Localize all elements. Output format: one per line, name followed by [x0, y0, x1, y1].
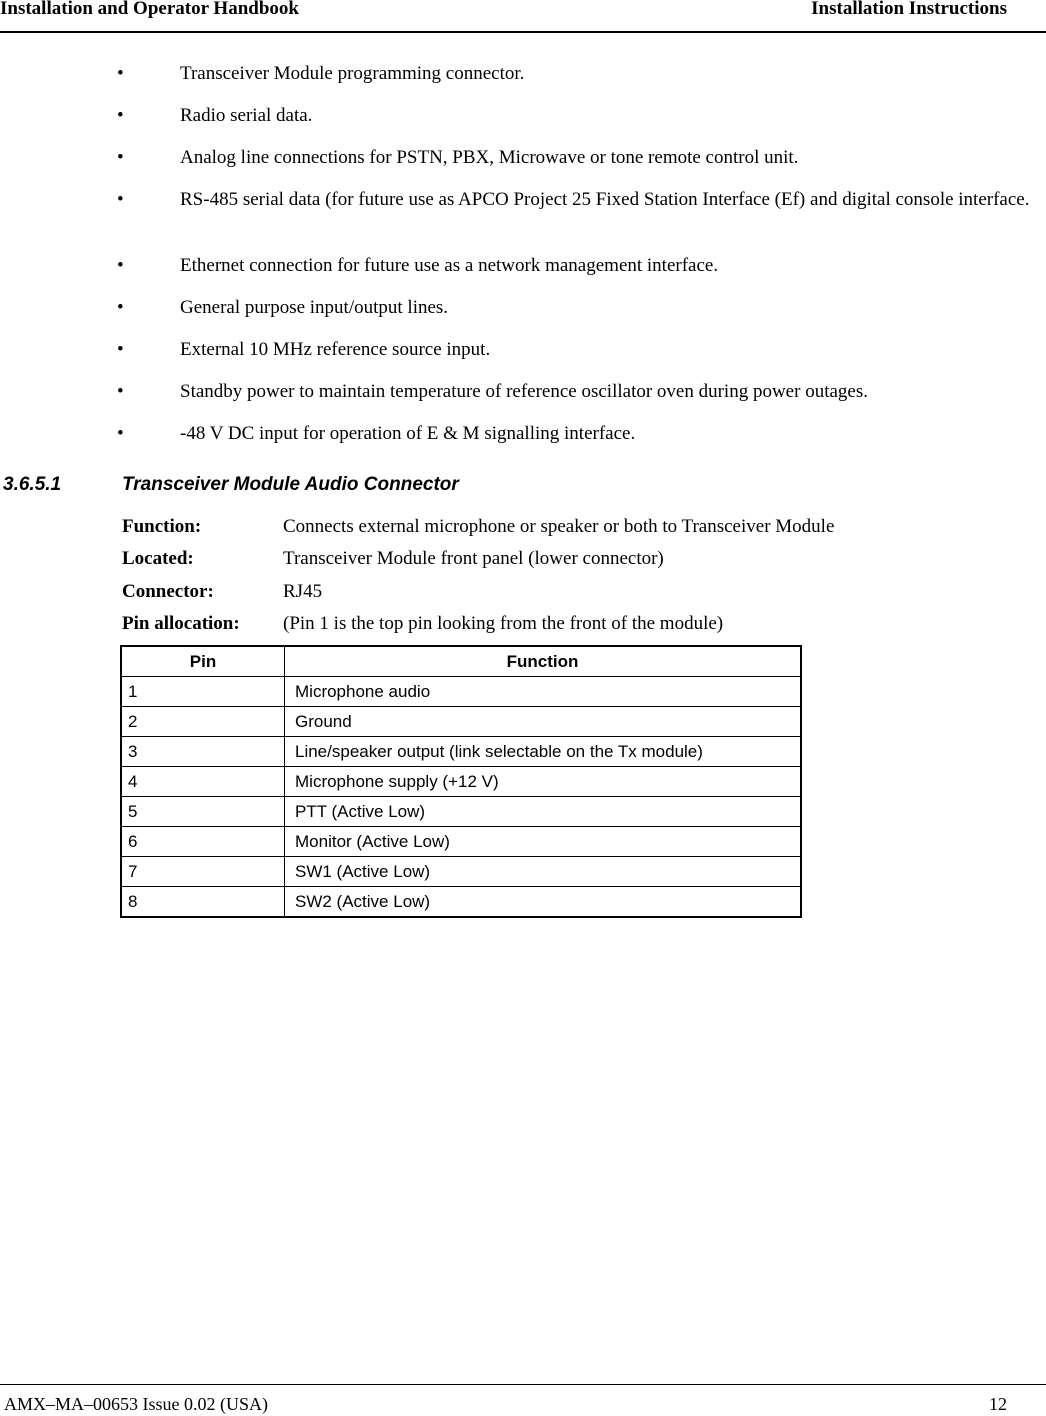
- pin-cell: 8: [121, 887, 285, 918]
- table-header-row: [121, 646, 801, 677]
- pin-cell: 2: [121, 707, 285, 737]
- pin-cell: 6: [121, 827, 285, 857]
- function-label: Function:: [122, 516, 202, 537]
- function-cell: SW1 (Active Low): [285, 857, 802, 887]
- function-cell: SW2 (Active Low): [285, 887, 802, 918]
- function-cell: Microphone audio: [285, 677, 802, 707]
- connector-value: RJ45: [283, 581, 323, 602]
- bullet-icon: •: [117, 255, 124, 276]
- footer-divider: [0, 1384, 1046, 1385]
- pin-cell: 3: [121, 737, 285, 767]
- table-row: [121, 797, 801, 827]
- table-row: [121, 707, 801, 737]
- pin-column-header: Pin: [121, 646, 285, 677]
- connector-label: Connector:: [122, 581, 214, 602]
- pin-cell: 1: [121, 677, 285, 707]
- function-column-header: Function: [285, 646, 802, 677]
- pin-cell: 5: [121, 797, 285, 827]
- located-value: Transceiver Module front panel (lower connector): [283, 548, 664, 569]
- bullet-icon: •: [117, 147, 124, 168]
- bullet-icon: •: [117, 297, 124, 318]
- function-cell: PTT (Active Low): [285, 797, 802, 827]
- located-label: Located:: [122, 548, 194, 569]
- table-row: [121, 827, 801, 857]
- pin-cell: 4: [121, 767, 285, 797]
- list-item-text: Radio serial data.: [180, 105, 313, 126]
- table-row: [121, 737, 801, 767]
- table-row: [121, 767, 801, 797]
- page-number: 12: [989, 1394, 1007, 1414]
- table-row: [121, 857, 801, 887]
- bullet-icon: •: [117, 423, 124, 444]
- list-item-text: General purpose input/output lines.: [180, 297, 449, 318]
- bullet-icon: •: [117, 105, 124, 126]
- section-number: 3.6.5.1: [3, 474, 62, 495]
- bullet-icon: •: [117, 381, 124, 402]
- function-cell: Microphone supply (+12 V): [285, 767, 802, 797]
- list-item-text: External 10 MHz reference source input.: [180, 339, 491, 360]
- function-cell: Monitor (Active Low): [285, 827, 802, 857]
- header-section: Installation Instructions: [811, 0, 1007, 19]
- pin-allocation-value: (Pin 1 is the top pin looking from the front of the module): [283, 613, 724, 634]
- list-item-text: -48 V DC input for operation of E & M signalling interface.: [180, 423, 636, 444]
- header-title: Installation and Operator Handbook: [0, 0, 299, 19]
- document-id: AMX–MA–00653 Issue 0.02 (USA): [4, 1394, 268, 1414]
- table-row: [121, 887, 801, 918]
- pin-allocation-table: [120, 645, 802, 918]
- table-row: [121, 677, 801, 707]
- bullet-icon: •: [117, 339, 124, 360]
- list-item-text: Ethernet connection for future use as a network management interface.: [180, 255, 719, 276]
- bullet-icon: •: [117, 189, 124, 210]
- function-cell: Ground: [285, 707, 802, 737]
- pin-cell: 7: [121, 857, 285, 887]
- list-item-text: Transceiver Module programming connector.: [180, 63, 525, 84]
- function-value: Connects external microphone or speaker or both to Transceiver Module: [283, 516, 835, 537]
- list-item-text: Standby power to maintain temperature of reference oscillator oven during power outages.: [180, 381, 868, 402]
- list-item-text: Analog line connections for PSTN, PBX, Microwave or tone remote control unit.: [180, 147, 799, 168]
- section-title: Transceiver Module Audio Connector: [122, 474, 459, 495]
- pin-allocation-label: Pin allocation:: [122, 613, 240, 634]
- bullet-icon: •: [117, 63, 124, 84]
- list-item-text: RS-485 serial data (for future use as APCO Project 25 Fixed Station Interface (Ef) and digital console interface.: [180, 189, 1030, 210]
- header-divider: [0, 31, 1046, 33]
- function-cell: Line/speaker output (link selectable on the Tx module): [285, 737, 802, 767]
